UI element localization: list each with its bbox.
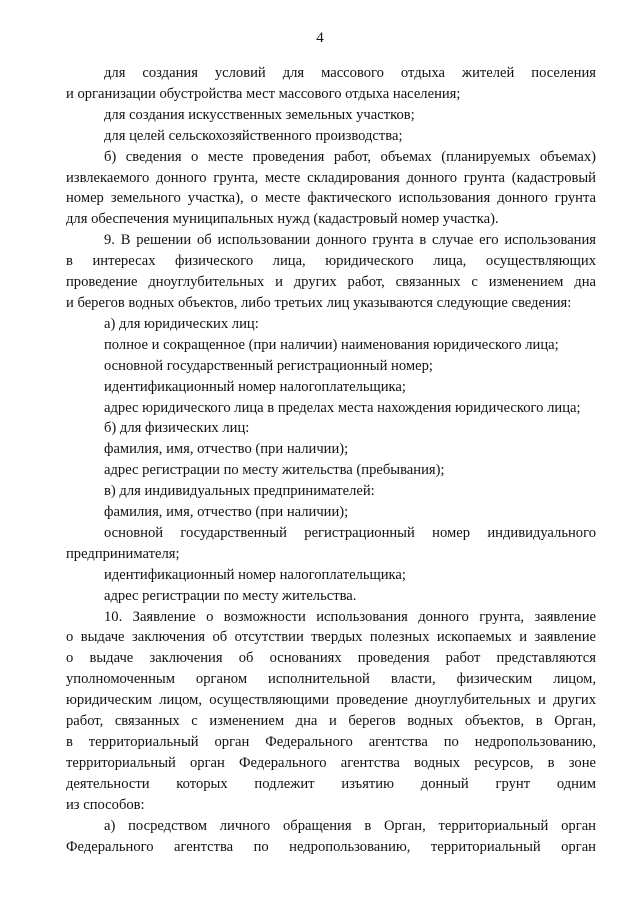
text-line: а) для юридических лиц: — [104, 315, 259, 332]
paragraph — [66, 147, 596, 231]
paragraph — [66, 230, 596, 314]
text-line: для создания условий для массового отдыха жителей поселения — [104, 65, 596, 81]
paragraph — [66, 126, 596, 147]
text-line: в интересах физического лица, юридического лица, осуществляющих — [66, 253, 596, 270]
paragraph — [66, 418, 596, 439]
paragraph — [66, 502, 596, 523]
text-line: и берегов водных объектов, либо третьих лиц указываются следующие сведения: — [66, 294, 572, 311]
text-line: для целей сельскохозяйственного производства; — [104, 127, 403, 144]
text-line: о выдаче заключения об отсутствии твердых полезных ископаемых и заявление — [66, 629, 596, 646]
text-line: Федерального агентства по недропользованию, территориальный орган — [66, 838, 596, 855]
paragraph — [66, 377, 596, 398]
page-number: 4 — [316, 30, 324, 46]
paragraph — [66, 607, 596, 816]
text-line: и организации обустройства мест массового отдыха населения; — [66, 85, 461, 102]
document-body — [66, 63, 596, 857]
text-line: работ, связанных с изменением дна и берегов водных объектов, в Орган, — [66, 713, 596, 730]
text-line: фамилия, имя, отчество (при наличии); — [104, 504, 349, 521]
text-line: из способов: — [66, 796, 145, 813]
text-line: 9. В решении об использовании донного грунта в случае его использования — [104, 232, 596, 249]
paragraph — [66, 105, 596, 126]
text-line: для создания искусственных земельных участков; — [104, 106, 415, 123]
paragraph — [66, 335, 596, 356]
paragraph — [66, 356, 596, 377]
text-line: адрес юридического лица в пределах места нахождения юридического лица; — [104, 399, 581, 416]
text-line: идентификационный номер налогоплательщика; — [104, 378, 406, 395]
text-line: территориальный орган Федерального агентства водных ресурсов, в зоне — [66, 754, 596, 771]
text-line: идентификационный номер налогоплательщика; — [104, 566, 406, 583]
text-line: в) для индивидуальных предпринимателей: — [104, 483, 375, 500]
paragraph — [66, 523, 596, 565]
text-line: проведение дноуглубительных и других работ, связанных с изменением дна — [66, 274, 596, 291]
text-line: адрес регистрации по месту жительства (пребывания); — [104, 462, 445, 479]
paragraph — [66, 63, 596, 105]
text-line: номер земельного участка), о месте фактического использования донного грунта — [66, 190, 596, 207]
text-line: извлекаемого донного грунта, месте складирования донного грунта (кадастровый — [66, 169, 596, 186]
paragraph — [66, 460, 596, 481]
text-line: адрес регистрации по месту жительства. — [104, 587, 357, 604]
paragraph — [66, 439, 596, 460]
paragraph — [66, 816, 596, 858]
text-line: о выдаче заключения об основаниях проведения работ представляются — [66, 650, 596, 667]
paragraph — [66, 565, 596, 586]
text-line: 10. Заявление о возможности использования донного грунта, заявление — [104, 608, 596, 625]
paragraph — [66, 481, 596, 502]
text-line: для обеспечения муниципальных нужд (кадастровый номер участка). — [66, 211, 499, 228]
text-line: фамилия, имя, отчество (при наличии); — [104, 441, 349, 458]
text-line: полное и сокращенное (при наличии) наименования юридического лица; — [104, 336, 559, 353]
text-line: уполномоченным органом исполнительной власти, физическим лицом, — [66, 671, 596, 688]
text-line: б) для физических лиц: — [104, 420, 250, 437]
text-line: в территориальный орган Федерального агентства по недропользованию, — [66, 734, 596, 750]
text-line: основной государственный регистрационный номер индивидуального — [104, 524, 596, 541]
paragraph — [66, 398, 596, 419]
text-line: деятельности которых подлежит изъятию донный грунт одним — [66, 775, 596, 792]
text-line: б) сведения о месте проведения работ, объемах (планируемых объемах) — [104, 148, 596, 165]
paragraph — [66, 314, 596, 335]
text-line: юридическим лицом, осуществляющими проведение дноуглубительных и других — [66, 692, 596, 709]
text-line: предпринимателя; — [66, 545, 180, 562]
text-line: а) посредством личного обращения в Орган, территориальный орган — [104, 817, 596, 834]
paragraph — [66, 586, 596, 607]
text-line: основной государственный регистрационный номер; — [104, 357, 433, 374]
